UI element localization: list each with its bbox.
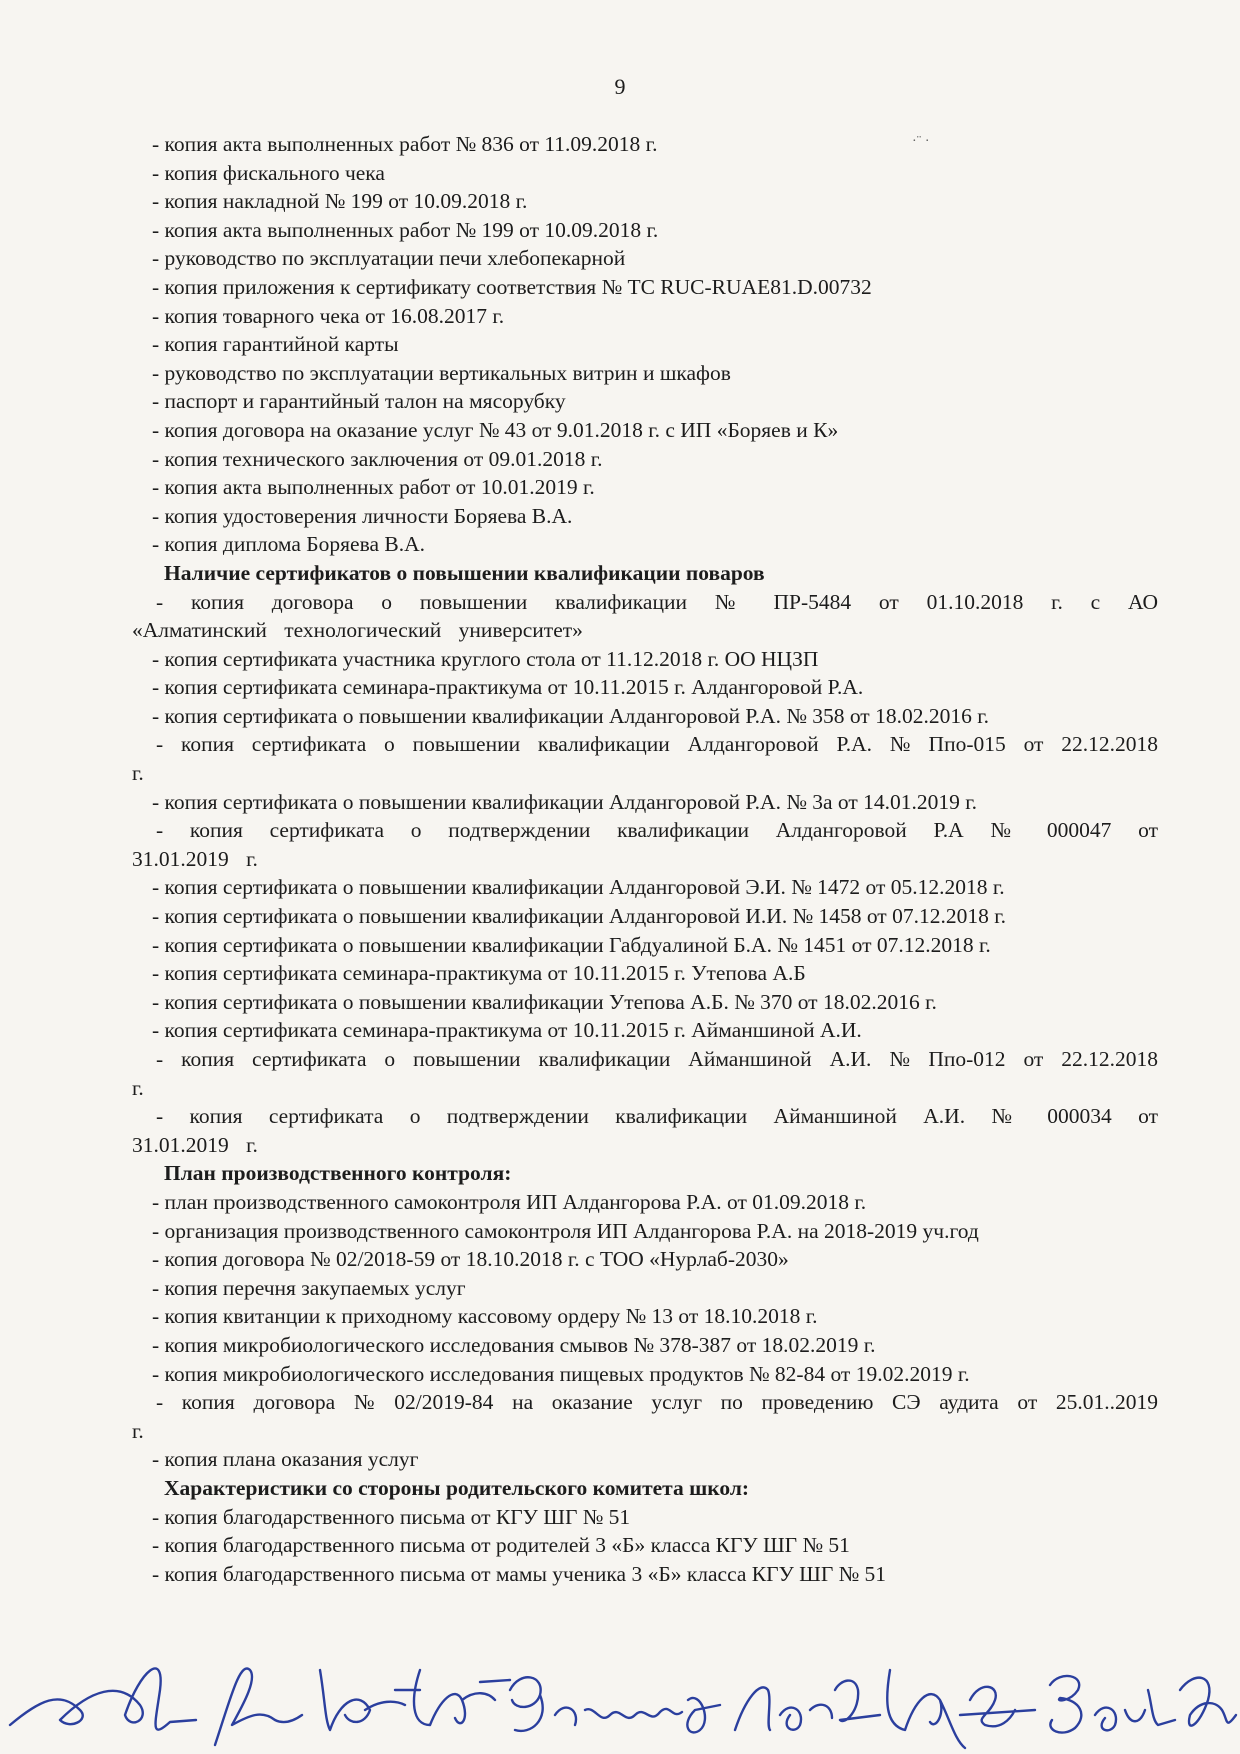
- list-item: - организация производственного самоконтроля ИП Алдангорова Р.А. на 2018-2019 уч.год: [152, 1218, 979, 1243]
- list-item: - копия благодарственного письма от родителей 3 «Б» класса КГУ ШГ № 51: [152, 1533, 850, 1558]
- list-item: - копия накладной № 199 от 10.09.2018 г.: [152, 189, 528, 214]
- list-item: - копия товарного чека от 16.08.2017 г.: [152, 303, 505, 328]
- list-item: - руководство по эксплуатации печи хлебопекарной: [152, 246, 626, 271]
- document-body: [132, 130, 1158, 1588]
- signature-2: [215, 1668, 302, 1745]
- scan-speck: ·¨ ·: [912, 134, 930, 149]
- section-certificates: [132, 559, 1158, 1159]
- list-item: - копия перечня закупаемых услуг: [152, 1275, 466, 1300]
- page-number: 9: [614, 74, 626, 99]
- section-production-control: [132, 1159, 1158, 1474]
- list-item: - копия договора № 02/2019-84 на оказание услуг по проведению СЭ аудита от 25.01..2019 г.: [132, 1390, 1158, 1443]
- list-item: - копия квитанции к приходному кассовому ордеру № 13 от 18.10.2018 г.: [152, 1304, 818, 1329]
- list-item: - копия сертификата о повышении квалификации Алдангоровой Р.А. № 358 от 18.02.2016 г.: [152, 703, 989, 728]
- handwritten-signatures: [0, 1630, 1240, 1754]
- list-item: - копия акта выполненных работ № 199 от 10.09.2018 г.: [152, 217, 659, 242]
- signature-8: [960, 1687, 1035, 1727]
- list-item: - копия плана оказания услуг: [152, 1447, 419, 1472]
- list-item: - копия микробиологического исследования пищевых продуктов № 82-84 от 19.02.2019 г.: [152, 1361, 970, 1386]
- list-item: - копия гарантийной карты: [152, 332, 399, 357]
- signature-5: [510, 1677, 720, 1732]
- section-heading: План производственного контроля:: [164, 1161, 512, 1186]
- signature-3: [320, 1670, 420, 1730]
- list-item: - копия диплома Боряева В.А.: [152, 532, 425, 557]
- list-item: - копия сертификата о повышении квалификации Алдангоровой Э.И. № 1472 от 05.12.2018 г.: [152, 875, 1005, 900]
- list-item: - копия сертификата семинара-практикума от 10.11.2015 г. Алдангоровой Р.А.: [152, 675, 864, 700]
- signature-6: [735, 1681, 880, 1730]
- signature-7: [887, 1670, 965, 1748]
- list-item: - копия сертификата о подтверждении квалификации Алдангоровой Р.А № 000047 от 31.01.2019 г.: [132, 818, 1158, 871]
- list-item: - копия сертификата о повышении квалификации Алдангоровой И.И. № 1458 от 07.12.2018 г.: [152, 904, 1006, 929]
- list-item: - копия удостоверения личности Боряева В.А.: [152, 503, 573, 528]
- list-item: - копия технического заключения от 09.01.2018 г.: [152, 446, 603, 471]
- section-heading: Характеристики со стороны родительского комитета школ:: [164, 1475, 750, 1500]
- list-item: - копия сертификата о повышении квалификации Утепова А.Б. № 370 от 18.02.2016 г.: [152, 989, 937, 1014]
- list-item: - руководство по эксплуатации вертикальных витрин и шкафов: [152, 360, 731, 385]
- list-item: - копия акта выполненных работ от 10.01.2019 г.: [152, 475, 595, 500]
- list-item: - копия благодарственного письма от мамы ученика 3 «Б» класса КГУ ШГ № 51: [152, 1561, 887, 1586]
- list-item: - копия благодарственного письма от КГУ ШГ № 51: [152, 1504, 631, 1529]
- list-item: - копия сертификата о подтверждении квалификации Айманшиной А.И. № 000034 от 31.01.2019 г.: [132, 1104, 1158, 1157]
- signature-10: [1180, 1678, 1236, 1726]
- list-item: - копия сертификата о повышении квалификации Алдангоровой Р.А. № Ппо-015 от 22.12.2018 г.: [132, 732, 1158, 786]
- list-item: - копия сертификата о повышении квалификации Габдуалиной Б.А. № 1451 от 07.12.2018 г.: [152, 932, 991, 957]
- list-item: - копия договора на оказание услуг № 43 от 9.01.2018 г. с ИП «Боряев и К»: [152, 417, 839, 442]
- list-item: - копия сертификата о повышении квалификации Алдангоровой Р.А. № 3а от 14.01.2019 г.: [152, 789, 978, 814]
- list-item: - копия договора № 02/2018-59 от 18.10.2018 г. с ТОО «Нурлаб-2030»: [152, 1247, 789, 1272]
- list-item: - паспорт и гарантийный талон на мясорубку: [152, 389, 566, 414]
- list-item: - копия микробиологического исследования смывов № 378-387 от 18.02.2019 г.: [152, 1332, 876, 1357]
- list-item: - копия сертификата о повышении квалификации Айманшиной А.И. № Ппо-012 от 22.12.2018 г.: [132, 1047, 1158, 1100]
- list-item: - копия приложения к сертификату соответствия № ТС RUC-RUAE81.D.00732: [152, 274, 872, 299]
- list-item: - копия фискального чека: [152, 160, 385, 185]
- list-item: - план производственного самоконтроля ИП Алдангорова Р.А. от 01.09.2018 г.: [152, 1189, 867, 1214]
- list-item: - копия сертификата семинара-практикума от 10.11.2015 г. Айманшиной А.И.: [152, 1018, 862, 1043]
- list-item: - копия акта выполненных работ № 836 от 11.09.2018 г.: [152, 132, 658, 156]
- list-item: - копия сертификата семинара-практикума от 10.11.2015 г. Утепова А.Б: [152, 961, 806, 986]
- section-equipment-docs: [132, 130, 1158, 559]
- signature-1: [10, 1668, 196, 1729]
- section-heading: Наличие сертификатов о повышении квалификации поваров: [164, 560, 765, 585]
- list-item: - копия сертификата участника круглого стола от 11.12.2018 г. ОО НЦЗП: [152, 646, 819, 671]
- signature-9: [1050, 1676, 1175, 1733]
- list-item: - копия договора о повышении квалификации № ПР-5484 от 01.10.2018 г. с АО «Алматинский технологический университет»: [132, 589, 1158, 643]
- signature-4: [414, 1670, 510, 1725]
- section-parent-committee: [132, 1474, 1158, 1588]
